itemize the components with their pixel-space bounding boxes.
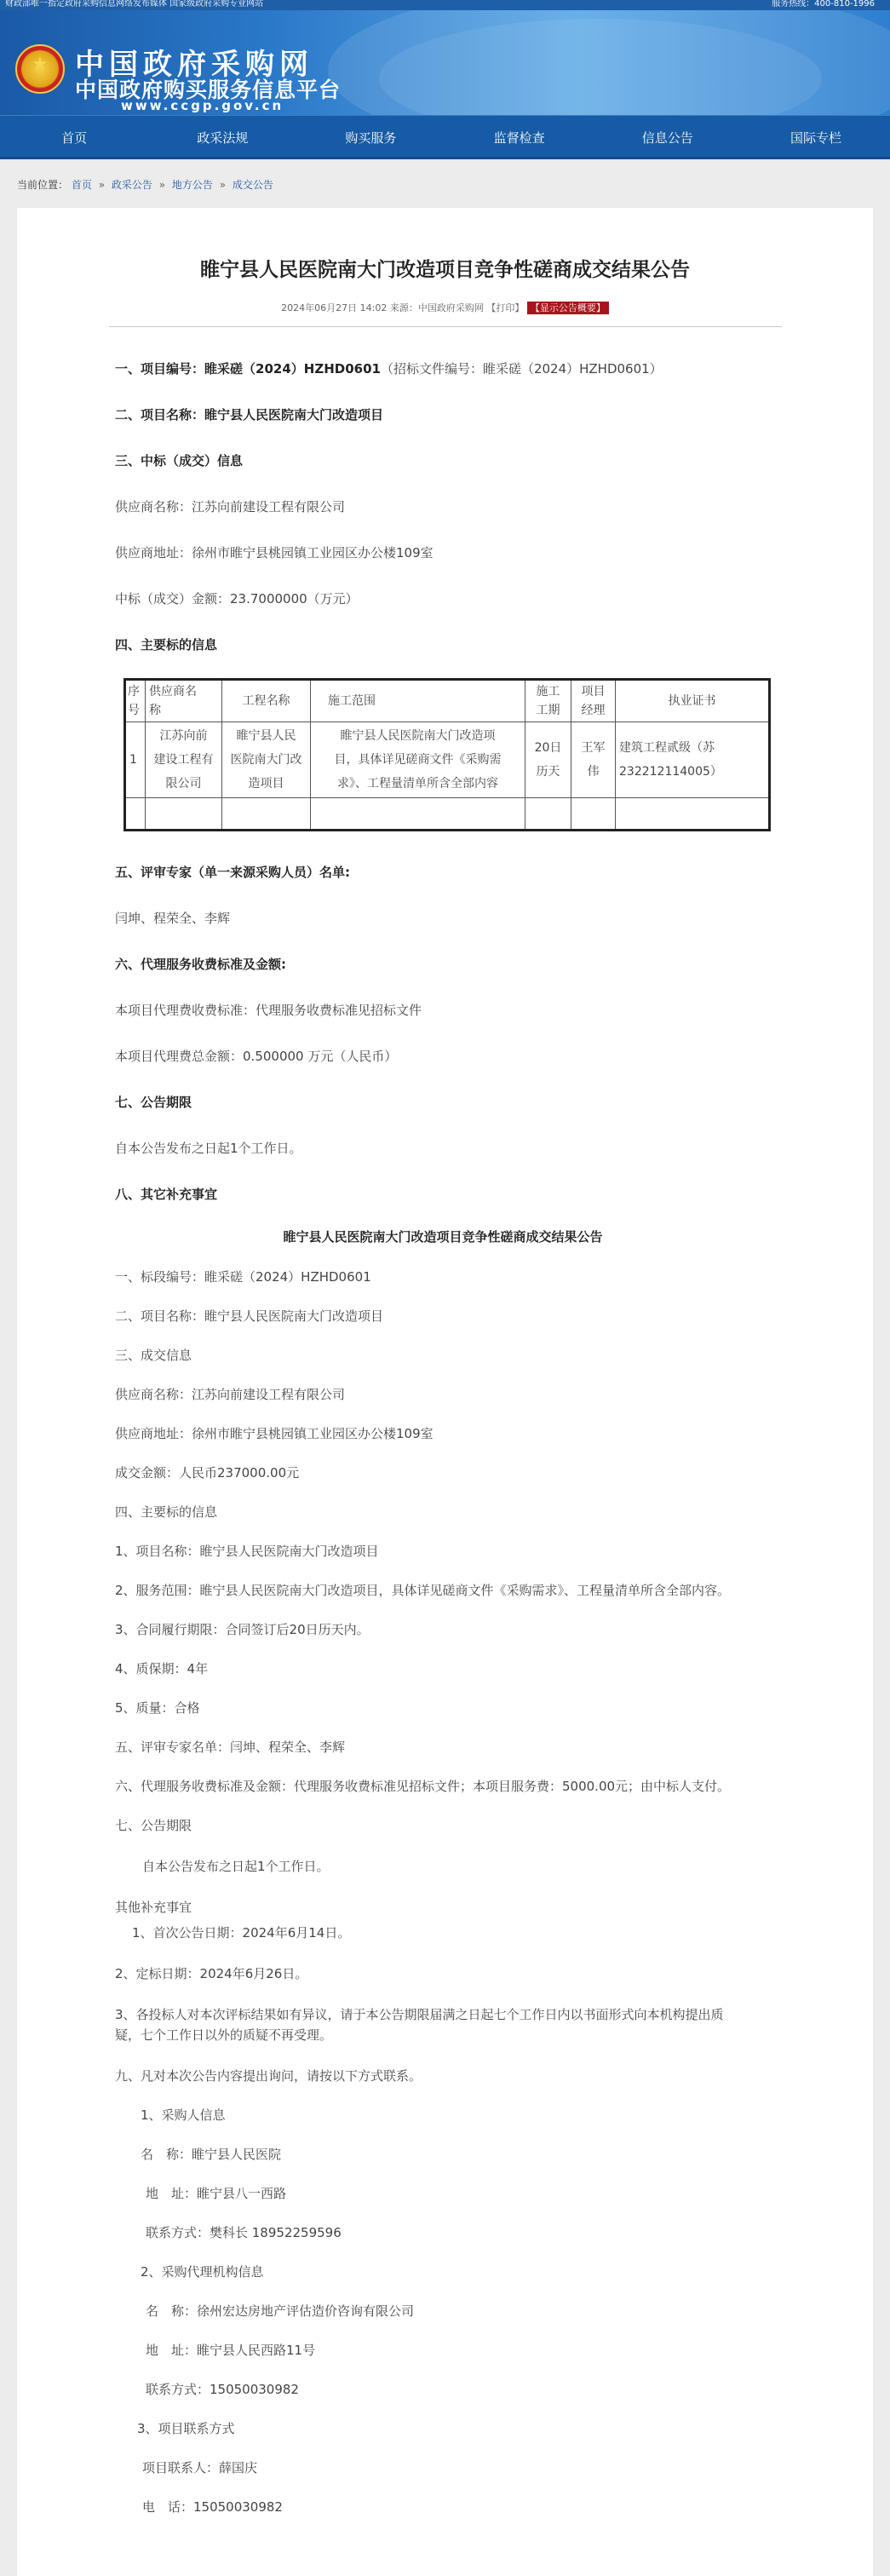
body-line: 六、代理服务收费标准及金额：代理服务收费标准见招标文件；本项目服务费：5000.00元；由中标人支付。 [115,1779,731,1794]
breadcrumb-procurement[interactable]: 政采公告 [111,179,152,191]
body-line: 地 址：睢宁县八一西路 [146,2186,287,2201]
section-winner: 三、中标（成交）信息 [115,453,244,469]
body-line: 疑，七个工作日以外的质疑不再受理。 [115,2027,333,2043]
body-line: 二、项目名称：睢宁县人民医院南大门改造项目 [115,1308,384,1324]
section-project-name: 二、项目名称：睢宁县人民医院南大门改造项目 [115,407,384,423]
body-line: 一、标段编号：睢采磋（2024）HZHD0601 [115,1269,371,1285]
body-line: 1、项目名称：睢宁县人民医院南大门改造项目 [115,1544,379,1559]
body-line: 五、评审专家名单：闫坤、程荣全、李辉 [115,1739,346,1755]
show-summary-button[interactable]: 【显示公告概要】 [527,302,609,314]
main-nav [0,115,890,159]
body-line: 三、成交信息 [115,1348,192,1363]
body-line: 3、各投标人对本次评标结果如有异议，请于本公告期限届满之日起七个工作日内以书面形式向本机构提出质 [115,2007,724,2022]
breadcrumb: 当前位置： 首页 » 政采公告 » 地方公告 » 成交公告 [17,179,273,191]
body-line: 七、公告期限 [115,1818,192,1833]
table-row-empty [125,798,770,831]
body-line: 地 址：睢宁县人民西路11号 [146,2343,316,2358]
fee-total: 本项目代理费总金额：0.500000 万元（人民币） [115,1049,398,1064]
body-line: 名 称：睢宁县人民医院 [141,2147,282,2162]
body-line: 成交金额：人民币237000.00元 [115,1465,300,1481]
page-title: 睢宁县人民医院南大门改造项目竞争性磋商成交结果公告 [200,259,690,281]
body-line: 四、主要标的信息 [115,1504,218,1520]
body-line: 项目联系人：薛国庆 [142,2460,258,2475]
body-line: 供应商名称：江苏向前建设工程有限公司 [115,1387,346,1402]
body-line: 1、采购人信息 [141,2107,226,2123]
body-line: 3、合同履行期限：合同签订后20日历天内。 [115,1622,370,1637]
body-line: 2、服务范围：睢宁县人民医院南大门改造项目，具体详见磋商文件《采购需求》、工程量清单所含全部内容。 [115,1583,731,1598]
nav-home[interactable]: 首页 [61,130,88,146]
section-agency-fee: 六、代理服务收费标准及金额: [115,957,286,972]
body-line: 联系方式：15050030982 [146,2382,299,2397]
site-banner [0,10,890,115]
main-items-table [123,678,771,831]
divider [109,326,782,327]
section-period: 七、公告期限 [115,1095,192,1110]
body-line: 电 话：15050030982 [142,2499,283,2515]
national-emblem-icon [15,44,65,94]
nav-regulations[interactable]: 政采法规 [197,130,249,146]
platform-name: 中国政府购买服务信息平台 [75,78,342,102]
site-name[interactable]: 中国政府采购网 [75,48,313,82]
body-line: 其他补充事宜 [115,1900,192,1915]
article-meta [17,301,873,314]
nav-international[interactable]: 国际专栏 [790,130,841,146]
breadcrumb-label: 当前位置： [17,179,69,191]
breadcrumb-deal[interactable]: 成交公告 [232,179,273,191]
nav-announcements[interactable]: 信息公告 [641,130,693,146]
expert-list: 闫坤、程荣全、李辉 [115,911,231,926]
breadcrumb-local[interactable]: 地方公告 [171,179,213,191]
sub-title: 睢宁县人民医院南大门改造项目竞争性磋商成交结果公告 [283,1229,603,1245]
body-line: 2、采购代理机构信息 [141,2264,264,2280]
body-line: 3、项目联系方式 [137,2421,235,2436]
body-line: 自本公告发布之日起1个工作日。 [142,1859,330,1874]
supplier-address: 供应商地址：徐州市睢宁县桃园镇工业园区办公楼109室 [115,545,434,561]
site-url: www.ccgp.gov.cn [121,98,284,113]
body-line: 5、质量：合格 [115,1700,200,1716]
article-panel [17,208,873,2576]
fee-standard: 本项目代理费收费标准：代理服务收费标准见招标文件 [115,1003,422,1018]
body-line: 1、首次公告日期：2024年6月14日。 [132,1925,351,1941]
table-row: 1 江苏向前 建设工程有 限公司 睢宁县人民 医院南大门改 造项目 睢宁县人民医院南大门改造项 目，具体详见磋商文件《采购需 求》、工程量清单所含全部内容 20日 历天 王军 伟 建筑工程贰级（苏 232212114005） [125,722,770,798]
section-main-items: 四、主要标的信息 [115,637,218,653]
table-header: 序 号 供应商名 称 工程名称 施工范围 施工 工期 项目 经理 执业证书 [125,680,770,722]
section-experts: 五、评审专家（单一来源采购人员）名单: [115,865,351,880]
section-project-no: 一、项目编号：睢采磋（2024）HZHD0601（招标文件编号：睢采磋（2024）HZHD0601） [115,361,663,377]
hotline: 服务热线：400-810-1996 [772,0,875,9]
bid-amount: 中标（成交）金额：23.7000000（万元） [115,591,359,607]
top-bar [0,0,890,10]
section-other: 八、其它补充事宜 [115,1187,218,1202]
body-line: 4、质保期：4年 [115,1661,209,1676]
body-line: 联系方式：樊科长 18952259596 [146,2225,342,2240]
top-bar-slogan: 财政部唯一指定政府采购信息网络发布媒体 国家级政府采购专业网站 [5,0,264,9]
nav-purchase-services[interactable]: 购买服务 [345,130,397,146]
supplier-name: 供应商名称：江苏向前建设工程有限公司 [115,499,346,515]
breadcrumb-home[interactable]: 首页 [71,179,92,191]
period-text: 自本公告发布之日起1个工作日。 [115,1141,302,1156]
publish-info: 2024年06月27日 14:02 来源：中国政府采购网 【打印】 [281,302,525,313]
body-line: 供应商地址：徐州市睢宁县桃园镇工业园区办公楼109室 [115,1426,434,1441]
body-line: 名 称：徐州宏达房地产评估造价咨询有限公司 [146,2303,415,2319]
body-line: 九、凡对本次公告内容提出询问，请按以下方式联系。 [115,2068,422,2084]
nav-supervision[interactable]: 监督检查 [493,130,545,146]
body-line: 2、定标日期：2024年6月26日。 [115,1966,308,1981]
